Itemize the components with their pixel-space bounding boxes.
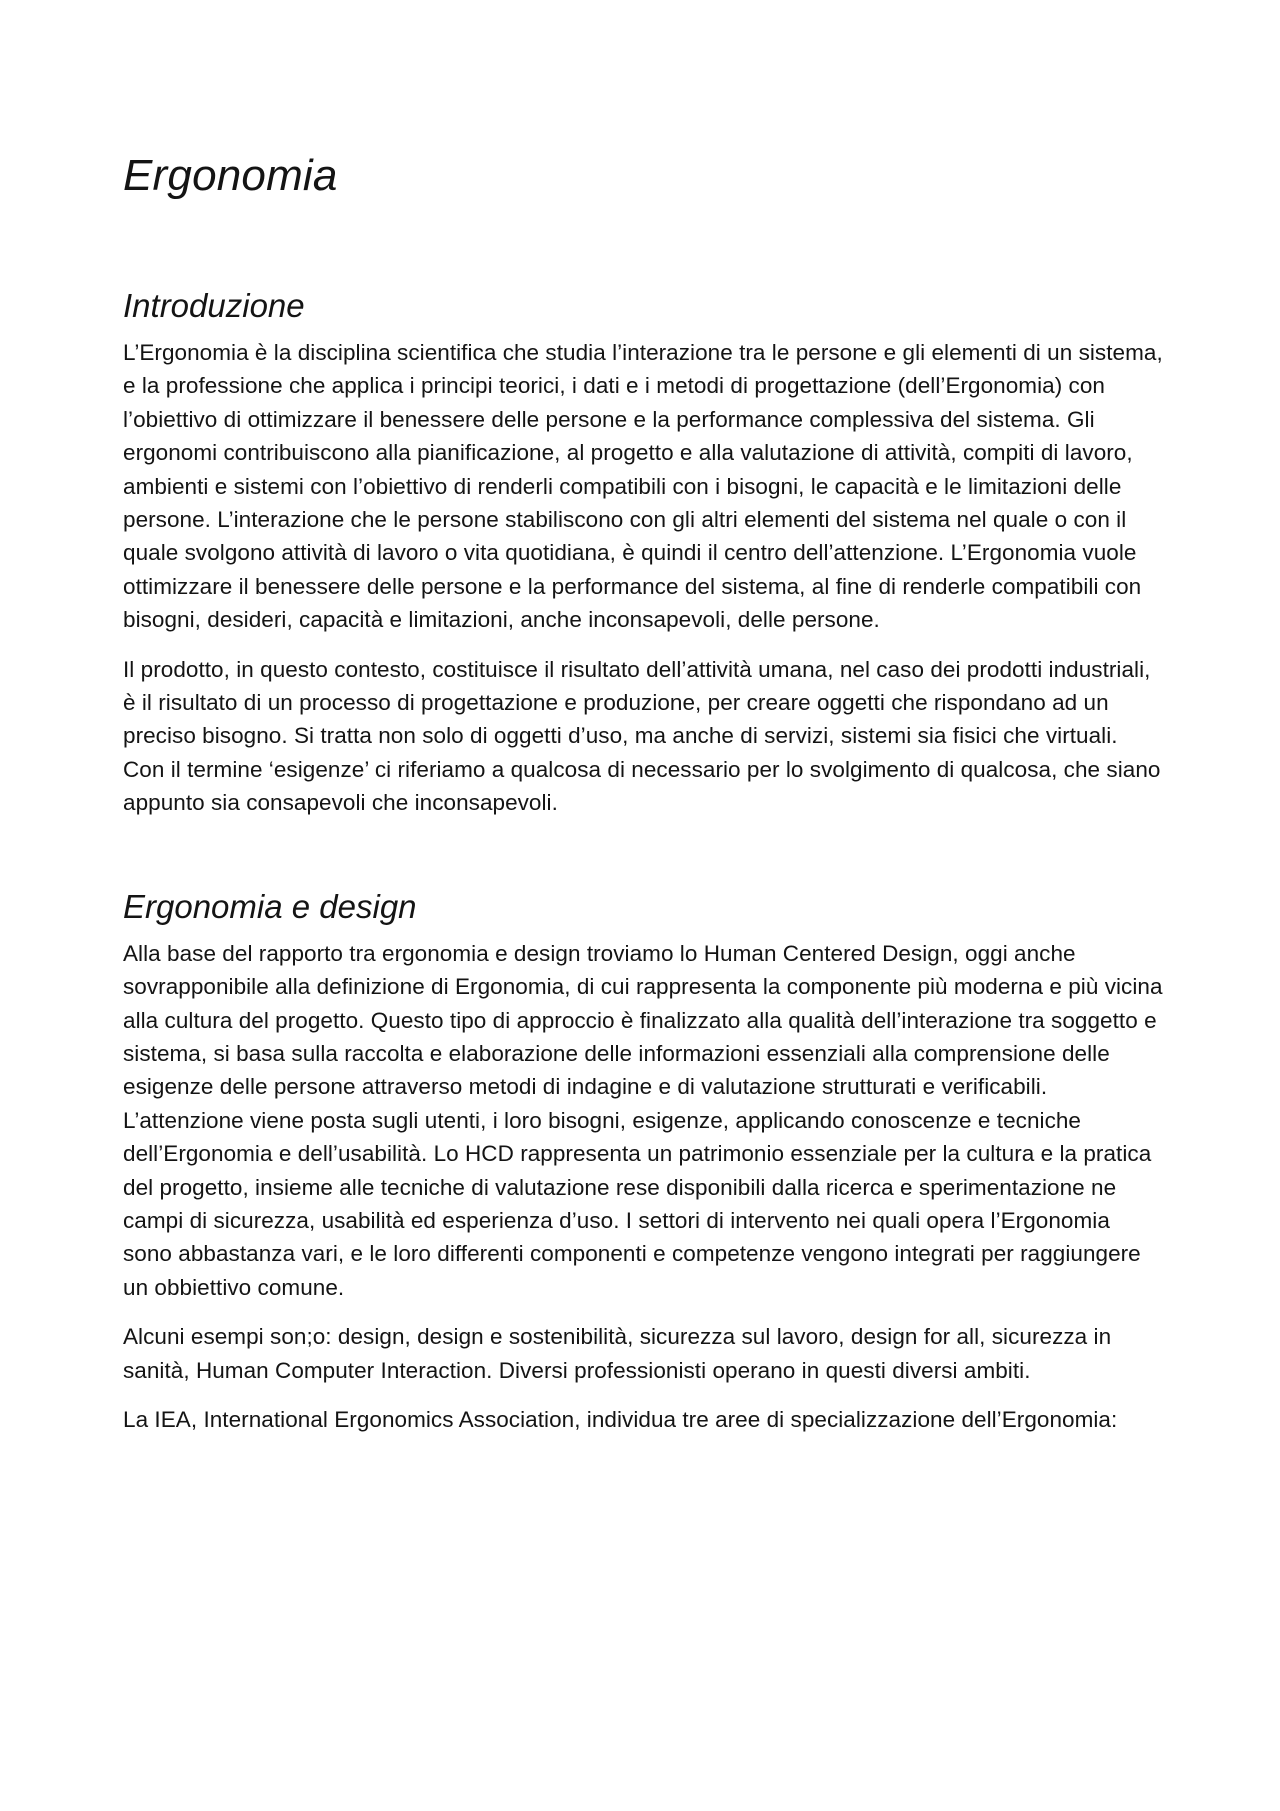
paragraph: La IEA, International Ergonomics Association, individua tre aree di specializzazione dell’Ergonomia: xyxy=(123,1406,1118,1432)
section-heading: Ergonomia e design xyxy=(123,887,417,925)
paragraph: Alcuni esempi son;o: design, design e sostenibilità, sicurezza sul lavoro, design for all, sicurezza in sanità, Human Computer Interaction. Diversi professionisti operano in questi diversi ambiti. xyxy=(123,1324,1112,1383)
document-content xyxy=(123,148,1163,1452)
paragraph: Il prodotto, in questo contesto, costituisce il risultato dell’attività umana, nel caso dei prodotti industriali, è il risultato di un processo di progettazione e produzione, per creare oggetti che rispondano ad un preciso bisogno. Si tratta non solo di oggetti d’uso, ma anche di servizi, sistemi sia fisici che virtuali. Con il termine ‘esigenze’ ci riferiamo a qualcosa di necessario per lo svolgimento di qualcosa, che siano appunto sia consapevoli che inconsapevoli. xyxy=(123,656,1161,816)
section-heading: Introduzione xyxy=(123,287,305,324)
paragraph: L’Ergonomia è la disciplina scientifica che studia l’interazione tra le persone e gli elementi di un sistema, e la professione che applica i principi teorici, i dati e i metodi di progettazione (dell’Ergonomia) con l’obiettivo di ottimizzare il benessere delle persone e la performance complessiva del sistema. Gli ergonomi contribuiscono alla pianificazione, al progetto e alla valutazione di attività, compiti di lavoro, ambienti e sistemi con l’obiettivo di renderli compatibili con i bisogni, le capacità e le limitazioni delle persone. L’interazione che le persone stabiliscono con gli altri elementi del sistema nel quale o con il quale svolgono attività di lavoro o vita quotidiana, è quindi il centro dell’attenzione. L’Ergonomia vuole ottimizzare il benessere delle persone e la performance del sistema, al fine di renderle compatibili con bisogni, desideri, capacità e limitazioni, anche inconsapevoli, delle persone. xyxy=(123,340,1163,633)
section-ergonomia-e-design xyxy=(123,887,1163,1437)
document-title: Ergonomia xyxy=(123,151,338,200)
section-introduzione xyxy=(123,286,1163,820)
paragraph: Alla base del rapporto tra ergonomia e design troviamo lo Human Centered Design, oggi anche sovrapponibile alla definizione di Ergonomia, di cui rappresenta la componente più moderna e più vicina alla cultura del progetto. Questo tipo di approccio è finalizzato alla qualità dell’interazione tra soggetto e sistema, si basa sulla raccolta e elaborazione delle informazioni essenziali alla comprensione delle esigenze delle persone attraverso metodi di indagine e di valutazione strutturati e verificabili. L’attenzione viene posta sugli utenti, i loro bisogni, esigenze, applicando conoscenze e tecniche dell’Ergonomia e dell’usabilità. Lo HCD rappresenta un patrimonio essenziale per la cultura e la pratica del progetto, insieme alle tecniche di valutazione rese disponibili dalla ricerca e sperimentazione ne campi di sicurezza, usabilità ed esperienza d’uso. I settori di intervento nei quali opera l’Ergonomia sono abbastanza vari, e le loro differenti componenti e competenze vengono integrati per raggiungere un obbiettivo comune. xyxy=(123,940,1163,1300)
